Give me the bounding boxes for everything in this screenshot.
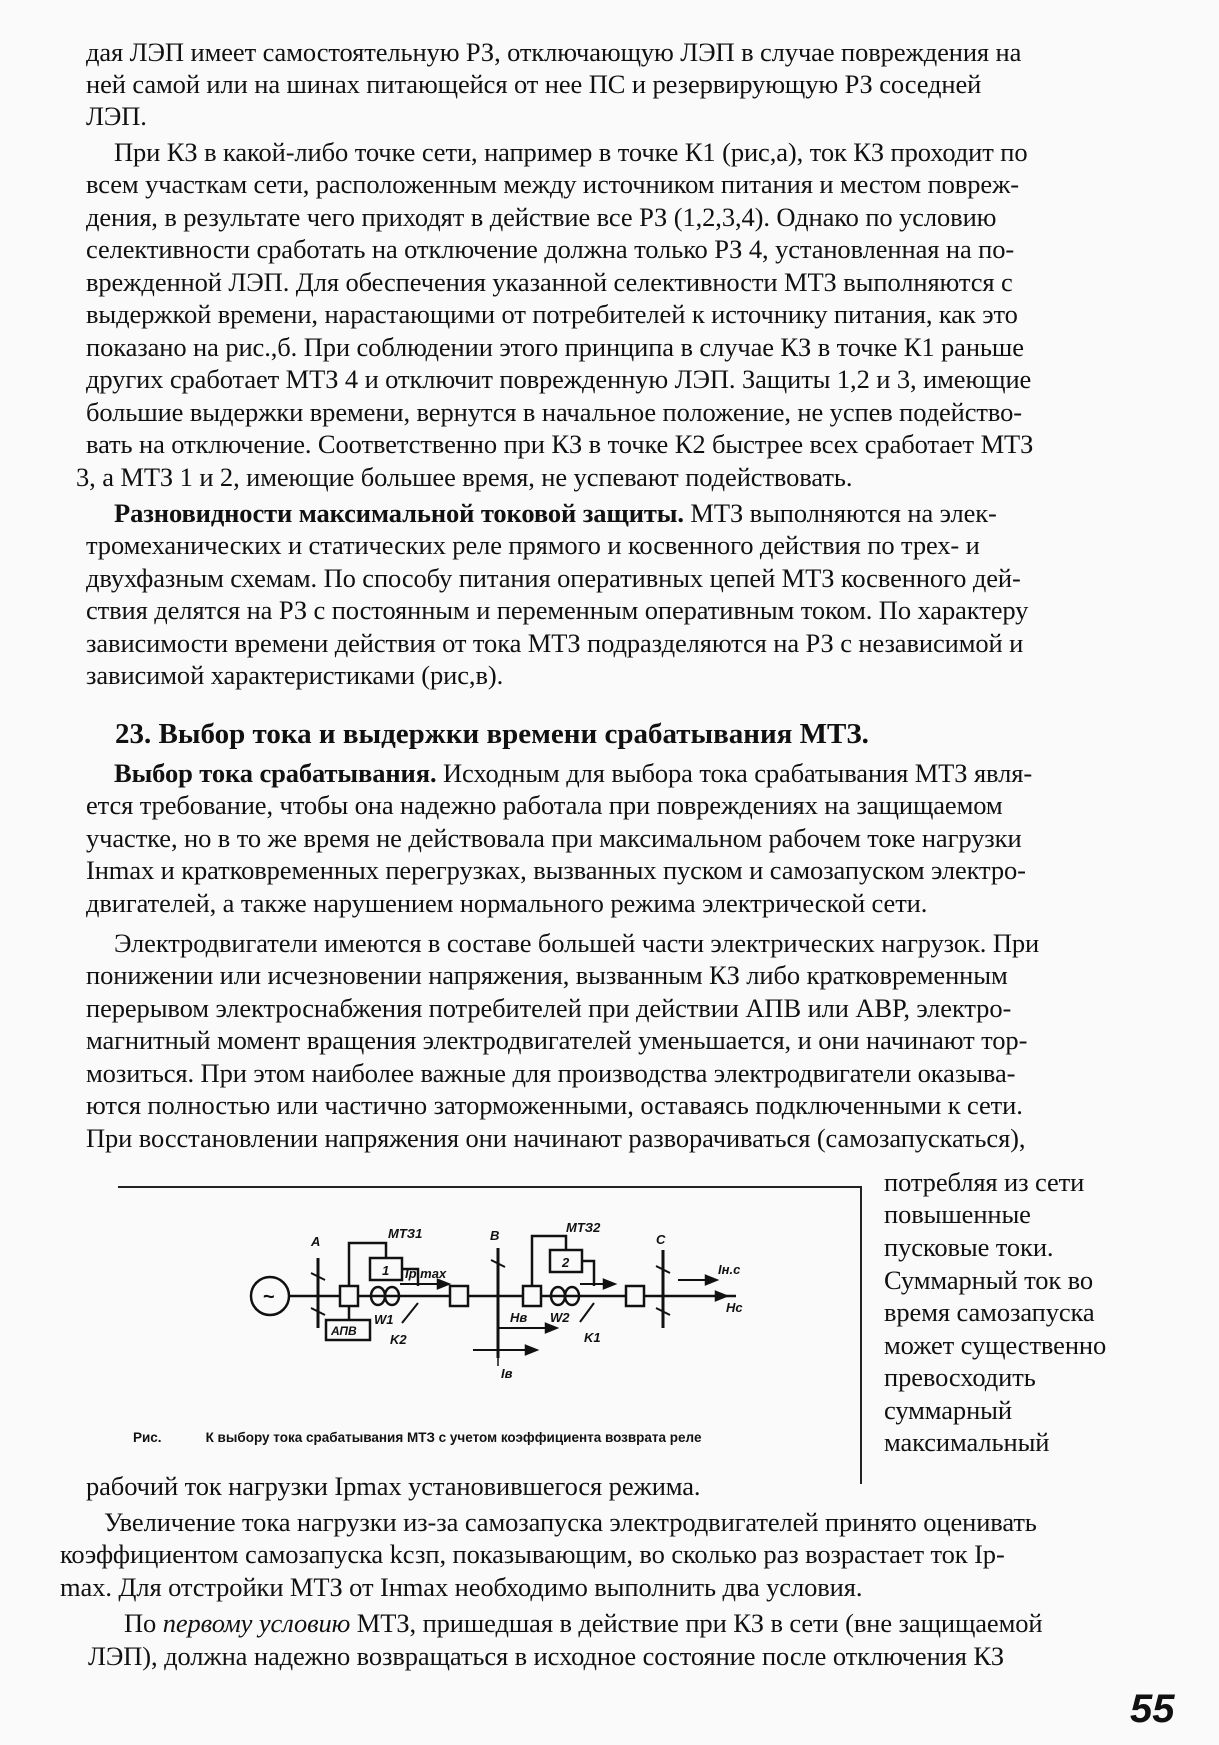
text-line: ЛЭП. [86, 101, 147, 131]
text-line: Iнmax и кратковременных перегрузках, вызванных пуском и самозапуском электро- [86, 855, 1026, 885]
page-number: 55 [1130, 1687, 1175, 1731]
text-line: ется требование, чтобы она надежно работала при повреждениях на защищаемом [86, 790, 1003, 820]
text-line: вать на отключение. Соответственно при КЗ в точке К2 быстрее всех сработает МТЗ [86, 429, 1034, 459]
paragraph-lead: Разновидности максимальной токовой защиты. [114, 498, 684, 528]
text-line: Увеличение тока нагрузки из-за самозапуска электродвигателей принято оценивать [104, 1507, 1037, 1537]
ipmax-label: Iр max [405, 1266, 447, 1281]
text-line: При КЗ в какой-либо точке сети, например в точке К1 (рис,а), ток КЗ проходит по [114, 137, 1028, 167]
text-line: max. Для отстройки МТЗ от Iнmax необходимо выполнить два условия. [60, 1572, 863, 1602]
figure-caption: Рис. К выбору тока срабатывания МТЗ с учетом коэффициента возврата реле [133, 1430, 702, 1445]
w2-label: W2 [550, 1310, 570, 1325]
side-text-line: может существенно [884, 1330, 1107, 1360]
text-line: дения, в результате чего приходят в действие все РЗ (1,2,3,4). Однако по условию [86, 202, 997, 232]
text-line: магнитный момент вращения электродвигателей уменьшается, и они начинают тор- [86, 1025, 1028, 1055]
w1-label: W1 [374, 1312, 394, 1327]
k2-label: K2 [390, 1332, 407, 1347]
text-line: показано на рис.,б. При соблюдении этого принципа в случае КЗ в точке К1 раньше [86, 332, 1024, 362]
text-line: ются полностью или частично заторможенными, оставаясь подключенными к сети. [86, 1090, 1023, 1120]
apv-label: АПВ [331, 1324, 357, 1338]
text-line: ЛЭП), должна надежно возвращаться в исходное состояние после отключения КЗ [88, 1641, 1005, 1671]
text-line: двигателей, а также нарушением нормального режима электрической сети. [86, 888, 928, 918]
text-line: По первому условию МТЗ, пришедшая в действие при КЗ в сети (вне защищаемой [124, 1608, 1043, 1638]
bus-c-label: C [656, 1232, 666, 1247]
paragraph-lead: Выбор тока срабатывания. [114, 758, 437, 788]
side-text-line: повышенные [884, 1199, 1031, 1229]
hc-label: Hс [726, 1300, 743, 1315]
text-line: ствия делятся на РЗ с постоянным и переменным оперативным током. По характеру [86, 595, 1029, 625]
text-line: дая ЛЭП имеет самостоятельную РЗ, отключающую ЛЭП в случае повреждения на [86, 37, 1022, 67]
text-line: Разновидности максимальной токовой защиты. МТЗ выполняются на элек- [114, 498, 997, 528]
text-line: врежденной ЛЭП. Для обеспечения указанной селективности МТЗ выполняются с [86, 267, 1013, 297]
text-line: Электродвигатели имеются в составе большей части электрических нагрузок. При [114, 928, 1040, 958]
text-line: коэффициентом самозапуска kсзп, показывающим, во сколько раз возрастает ток Iр- [60, 1539, 1005, 1569]
text-line: рабочий ток нагрузки Iрmax установившегося режима. [86, 1471, 701, 1501]
text-line: двухфазным схемам. По способу питания оперативных цепей МТЗ косвенного дей- [86, 563, 1021, 593]
text-line: селективности сработать на отключение должна только РЗ 4, установленная на по- [86, 234, 1015, 264]
side-text-line: время самозапуска [884, 1297, 1095, 1327]
mtz2-label: МТЗ2 [566, 1220, 601, 1235]
circuit-diagram [118, 1188, 858, 1428]
k1-label: K1 [584, 1330, 601, 1345]
relay2-label: 2 [562, 1255, 570, 1270]
ib-label: Iв [501, 1366, 513, 1381]
text-line: Выбор тока срабатывания. Исходным для выбора тока срабатывания МТЗ явля- [114, 758, 1033, 788]
text-line: тромеханических и статических реле прямого и косвенного действия по трех- и [86, 530, 980, 560]
text-line: участке, но в то же время не действовала при максимальном рабочем токе нагрузки [86, 823, 1022, 853]
text-line: зависимой характеристиками (рис,в). [86, 660, 504, 690]
text-line: других сработает МТЗ 4 и отключит поврежденную ЛЭП. Защиты 1,2 и 3, имеющие [86, 364, 1032, 394]
text-line: всем участкам сети, расположенным между источником питания и местом повреж- [86, 169, 1019, 199]
side-text-line: потребляя из сети [884, 1167, 1085, 1197]
text-line: При восстановлении напряжения они начинают разворачиваться (самозапускаться), [86, 1123, 1026, 1153]
mtz1-label: МТЗ1 [388, 1226, 423, 1241]
text-line: зависимости времени действия от тока МТЗ подразделяются на РЗ с независимой и [86, 628, 1024, 658]
hb-label: Hв [510, 1310, 528, 1325]
text-line: большие выдержки времени, вернутся в начальное положение, не успев подейство- [86, 397, 1023, 427]
ic-label: Iн.с [718, 1262, 741, 1277]
side-text-line: суммарный [884, 1395, 1012, 1425]
side-text-line: максимальный [884, 1427, 1050, 1457]
text-line: понижении или исчезновении напряжения, вызванным КЗ либо кратковременным [86, 960, 1008, 990]
text-line: ней самой или на шинах питающейся от нее ПС и резервирующую РЗ соседней [86, 69, 982, 99]
source-symbol: ~ [263, 1286, 275, 1308]
bus-a-label: A [311, 1234, 321, 1249]
side-text-line: Суммарный ток во [884, 1265, 1094, 1295]
text-line: 3, а МТЗ 1 и 2, имеющие большее время, не успевают подействовать. [76, 462, 853, 492]
text-line: мозиться. При этом наиболее важные для производства электродвигатели оказыва- [86, 1058, 1016, 1088]
section-heading: 23. Выбор тока и выдержки времени срабатывания МТЗ. [115, 718, 869, 750]
bus-b-label: B [490, 1228, 500, 1243]
text-line: выдержкой времени, нарастающими от потребителей к источнику питания, как это [86, 299, 1018, 329]
side-text-line: превосходить [884, 1362, 1036, 1392]
text-line: перерывом электроснабжения потребителей при действии АПВ или АВР, электро- [86, 993, 1012, 1023]
side-text-line: пусковые токи. [884, 1232, 1054, 1262]
relay1-label: 1 [382, 1263, 390, 1278]
